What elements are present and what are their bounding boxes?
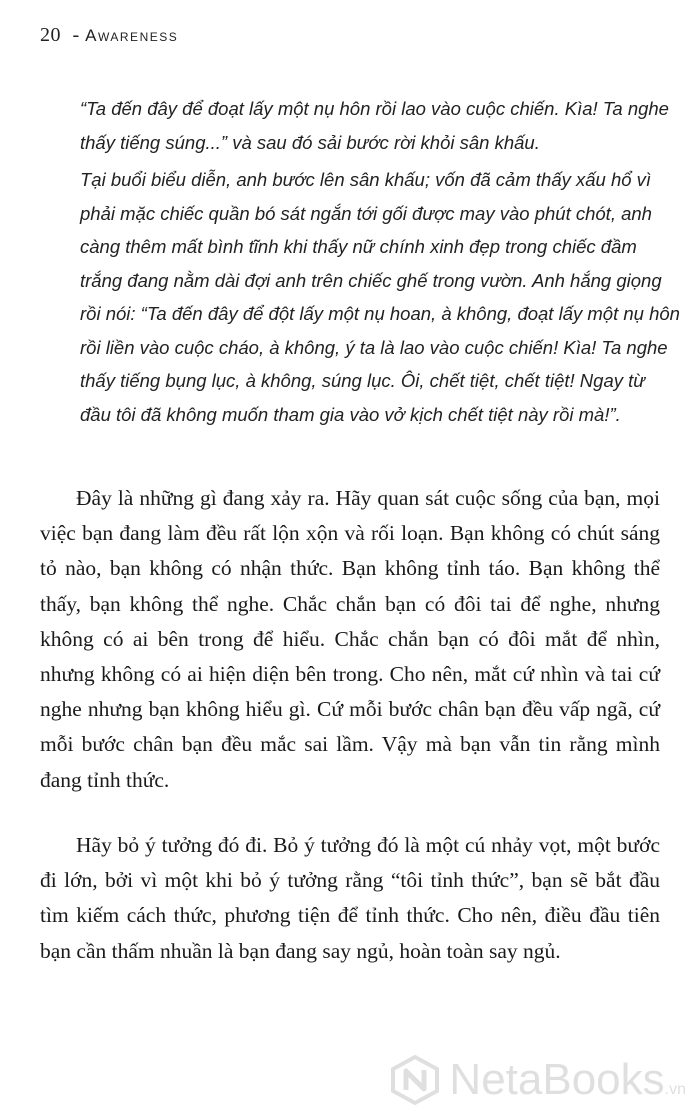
body-paragraph-1: Đây là những gì đang xảy ra. Hãy quan sát cuộc sống của bạn, mọi việc bạn đang làm đều rất lộn xộn và rối loạn. Bạn không có chút sáng tỏ nào, bạn không có nhận thức. Bạn không tỉnh táo. Bạn không thể thấy, bạn không thể nghe. Chắc chắn bạn có đôi tai để nghe, nhưng không có ai bên trong để hiểu. Chắc chắn bạn có đôi mắt để nhìn, nhưng không có ai hiện diện bên trong. Cho nên, mắt cứ nhìn và tai cứ nghe nhưng bạn không hiểu gì. Cứ mỗi bước chân bạn đều vấp ngã, cứ mỗi bước chân bạn đều mắc sai lầm. Vậy mà bạn vẫn tin rằng mình đang tỉnh thức. bbox=[40, 486, 660, 792]
header-separator: - bbox=[72, 24, 80, 46]
quote-block-1 bbox=[80, 92, 680, 159]
body-block-1 bbox=[40, 481, 660, 798]
page-number: 20 bbox=[40, 24, 61, 46]
watermark bbox=[389, 1054, 686, 1106]
page-header bbox=[40, 24, 178, 47]
watermark-text bbox=[449, 1055, 686, 1105]
watermark-suffix: .vn bbox=[664, 1081, 686, 1098]
book-title: Awareness bbox=[85, 26, 179, 45]
quote-block-2 bbox=[80, 163, 680, 431]
quote-paragraph-1: “Ta đến đây để đoạt lấy một nụ hôn rồi lao vào cuộc chiến. Kìa! Ta nghe thấy tiếng súng...” và sau đó sải bước rời khỏi sân khấu. bbox=[80, 98, 669, 153]
body-block-2 bbox=[40, 828, 660, 969]
watermark-brand: NetaBooks bbox=[449, 1055, 665, 1104]
body-paragraph-2: Hãy bỏ ý tưởng đó đi. Bỏ ý tưởng đó là một cú nhảy vọt, một bước đi lớn, bởi vì một khi bỏ ý tưởng rằng “tôi tỉnh thức”, bạn sẽ bắt đầu tìm kiếm cách thức, phương tiện để tỉnh thức. Cho nên, điều đầu tiên bạn cần thấm nhuần là bạn đang say ngủ, hoàn toàn say ngủ. bbox=[40, 833, 660, 963]
netabooks-logo-icon bbox=[389, 1054, 441, 1106]
quote-paragraph-2: Tại buổi biểu diễn, anh bước lên sân khấu; vốn đã cảm thấy xấu hổ vì phải mặc chiếc quần bó sát ngắn tới gối được may vào phút chót, anh càng thêm mất bình tĩnh khi thấy nữ chính xinh đẹp trong chiếc đầm trắng đang nằm dài đợi anh trên chiếc ghế trong vườn. Anh hắng giọng rồi nói: “Ta đến đây để đột lấy một nụ hoan, à không, đoạt lấy một nụ hôn rồi liền vào cuộc cháo, à không, ý ta là lao vào cuộc chiến! Kìa! Ta nghe thấy tiếng bụng lục, à không, súng lục. Ôi, chết tiệt, chết tiệt! Ngay từ đầu tôi đã không muốn tham gia vào vở kịch chết tiệt này rồi mà!”. bbox=[80, 169, 680, 425]
